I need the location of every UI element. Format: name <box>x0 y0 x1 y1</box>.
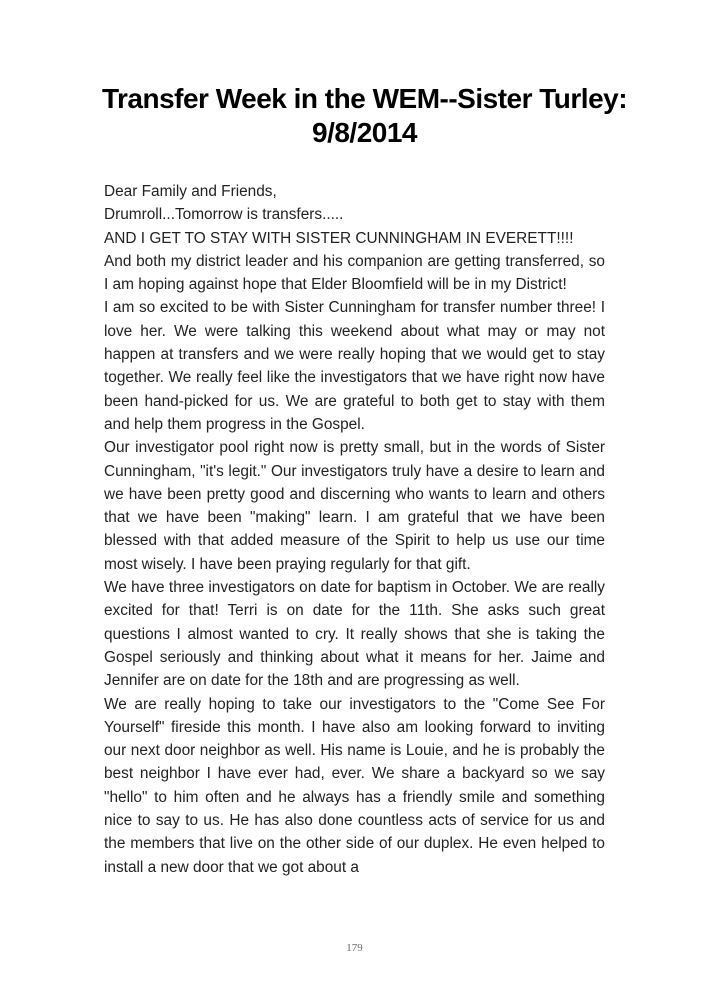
paragraph: AND I GET TO STAY WITH SISTER CUNNINGHAM IN EVERETT!!!! <box>104 229 574 247</box>
paragraph: And both my district leader and his companion are getting transferred, so I am hoping against hope that Elder Bloomfield will be in my District! <box>104 252 605 294</box>
paragraph: I am so excited to be with Sister Cunningham for transfer number three! I love her. We were talking this weekend about what may or may not happen at transfers and we were really hoping that we would get to stay together. We really feel like the investigators that we have right now have been hand-picked for us. We are grateful to both get to stay with them and help them progress in the Gospel. <box>104 299 605 433</box>
paragraph: We are really hoping to take our investigators to the "Come See For Yourself" fireside this month. I have also am looking forward to inviting our next door neighbor as well. His name is Louie, and he is probably the best neighbor I have ever had, ever. We share a backyard so we say "hello" to him often and he always has a friendly smile and something nice to say to us. He has also done countless acts of service for us and the members that live on the other side of our duplex. He even helped to install a new door that we got about a <box>104 695 605 876</box>
page-title: Transfer Week in the WEM--Sister Turley: 9/8/2014 <box>101 83 628 148</box>
letter-body <box>104 180 605 879</box>
paragraph: We have three investigators on date for baptism in October. We are really excited for that! Terri is on date for the 11th. She asks such great questions I almost wanted to cry. It really shows that she is taking the Gospel seriously and thinking about what it means for her. Jaime and Jennifer are on date for the 18th and are progressing as well. <box>104 579 605 690</box>
page-number: 179 <box>346 942 363 954</box>
salutation: Dear Family and Friends, <box>104 183 277 200</box>
paragraph: Our investigator pool right now is pretty small, but in the words of Sister Cunningham, "it's legit." Our investigators truly have a desire to learn and we have been pretty good and discerning who wants to learn and others that we have been "making" learn. I am grateful that we have been blessed with that added measure of the Spirit to help us use our time most wisely. I have been praying regularly for that gift. <box>104 439 605 573</box>
paragraph: Drumroll...Tomorrow is transfers..... <box>104 206 344 224</box>
